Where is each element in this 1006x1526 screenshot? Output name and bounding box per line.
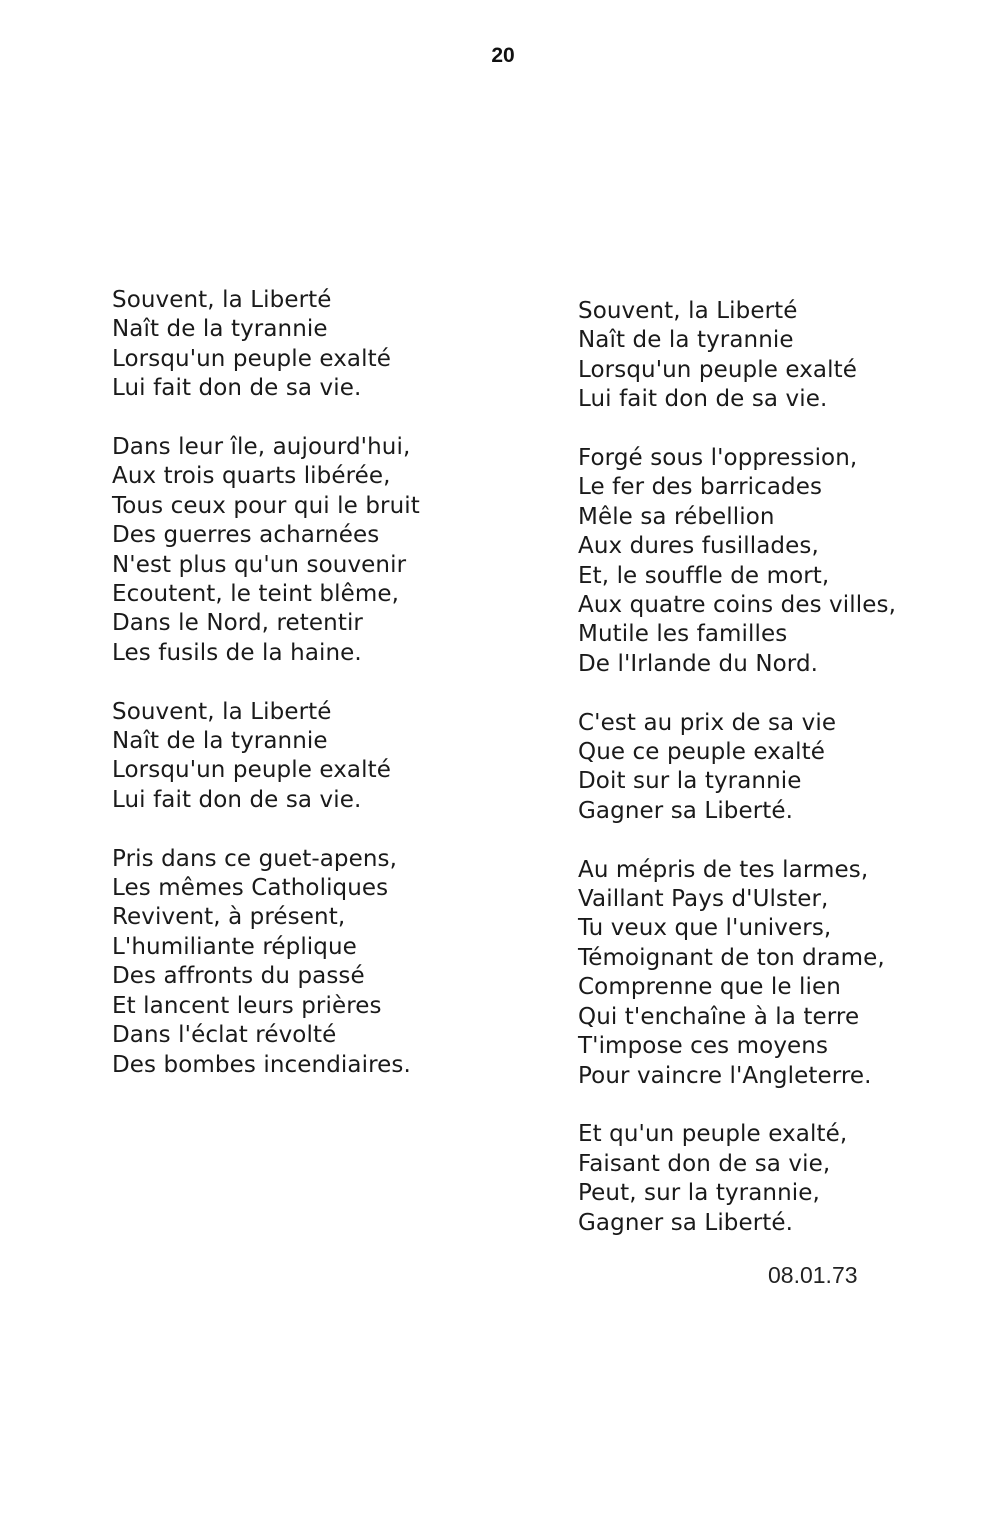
poem-line: Doit sur la tyrannie [578, 768, 802, 795]
poem-line: Des bombes incendiaires. [112, 1051, 411, 1078]
poem-line: Lorsqu'un peuple exalté [112, 757, 391, 784]
poem-line: Le fer des barricades [578, 474, 823, 501]
poem-stanza [578, 1120, 896, 1238]
poem-stanza [112, 698, 420, 816]
poem-stanza [578, 709, 896, 827]
poem-line: Dans l'éclat révolté [112, 1022, 337, 1049]
poem-line: Tu veux que l'univers, [578, 915, 832, 942]
poem-line: Tous ceux pour qui le bruit [112, 492, 420, 519]
poem-line: Les fusils de la haine. [112, 639, 362, 666]
poem-line: Naît de la tyrannie [112, 728, 328, 755]
poem-line: Au mépris de tes larmes, [578, 856, 869, 883]
poem-stanza [112, 286, 420, 404]
poem-line: Dans leur île, aujourd'hui, [112, 434, 411, 461]
poem-line: Pris dans ce guet-apens, [112, 845, 398, 872]
poem-line: Aux dures fusillades, [578, 533, 819, 560]
poem-line: Lui fait don de sa vie. [578, 386, 828, 413]
poem-line: Que ce peuple exalté [578, 739, 826, 766]
poem-date: 08.01.73 [768, 1262, 858, 1288]
poem-line: Gagner sa Liberté. [578, 797, 794, 824]
poem-stanza [578, 297, 896, 415]
poem-stanza [578, 444, 896, 679]
poem-line: Gagner sa Liberté. [578, 1209, 794, 1236]
poem-line: Comprenne que le lien [578, 974, 841, 1001]
poem-line: Ecoutent, le teint blême, [112, 581, 400, 608]
poem-line: Lorsqu'un peuple exalté [112, 345, 391, 372]
poem-left-column [112, 286, 420, 1109]
poem-stanza [112, 433, 420, 668]
poem-line: Vaillant Pays d'Ulster, [578, 886, 829, 913]
poem-line: Témoignant de ton drame, [578, 944, 885, 971]
poem-right-column [578, 297, 896, 1267]
poem-line: N'est plus qu'un souvenir [112, 551, 407, 578]
poem-line: Les mêmes Catholiques [112, 875, 389, 902]
poem-line: Lui fait don de sa vie. [112, 375, 362, 402]
poem-line: Naît de la tyrannie [578, 327, 794, 354]
poem-line: Et, le souffle de mort, [578, 562, 830, 589]
poem-line: Des affronts du passé [112, 963, 365, 990]
poem-line: Des guerres acharnées [112, 522, 380, 549]
poem-line: Souvent, la Liberté [112, 287, 332, 313]
poem-stanza [578, 856, 896, 1091]
poem-line: Et lancent leurs prières [112, 992, 382, 1019]
poem-line: Souvent, la Liberté [112, 698, 332, 725]
poem-line: Et qu'un peuple exalté, [578, 1121, 848, 1148]
poem-line: L'humiliante réplique [112, 933, 357, 960]
poem-line: Naît de la tyrannie [112, 316, 328, 343]
poem-line: Mêle sa rébellion [578, 503, 775, 530]
poem-line: Aux quatre coins des villes, [578, 592, 896, 619]
poem-line: Lui fait don de sa vie. [112, 786, 362, 813]
poem-line: T'impose ces moyens [578, 1033, 829, 1060]
poem-line: Pour vaincre l'Angleterre. [578, 1062, 872, 1089]
poem-line: Aux trois quarts libérée, [112, 463, 391, 490]
page-number: 20 [491, 44, 515, 67]
poem-line: Mutile les familles [578, 621, 788, 648]
poem-line: Revivent, à présent, [112, 904, 346, 931]
poem-line: Faisant don de sa vie, [578, 1150, 831, 1177]
poem-line: Forgé sous l'oppression, [578, 445, 858, 472]
poem-line: Souvent, la Liberté [578, 298, 798, 324]
poem-line: Qui t'enchaîne à la terre [578, 1003, 860, 1030]
poem-line: De l'Irlande du Nord. [578, 650, 819, 677]
poem-line: Peut, sur la tyrannie, [578, 1180, 820, 1207]
poem-line: C'est au prix de sa vie [578, 709, 837, 736]
poem-line: Dans le Nord, retentir [112, 610, 363, 637]
poem-line: Lorsqu'un peuple exalté [578, 356, 857, 383]
poem-stanza [112, 845, 420, 1080]
